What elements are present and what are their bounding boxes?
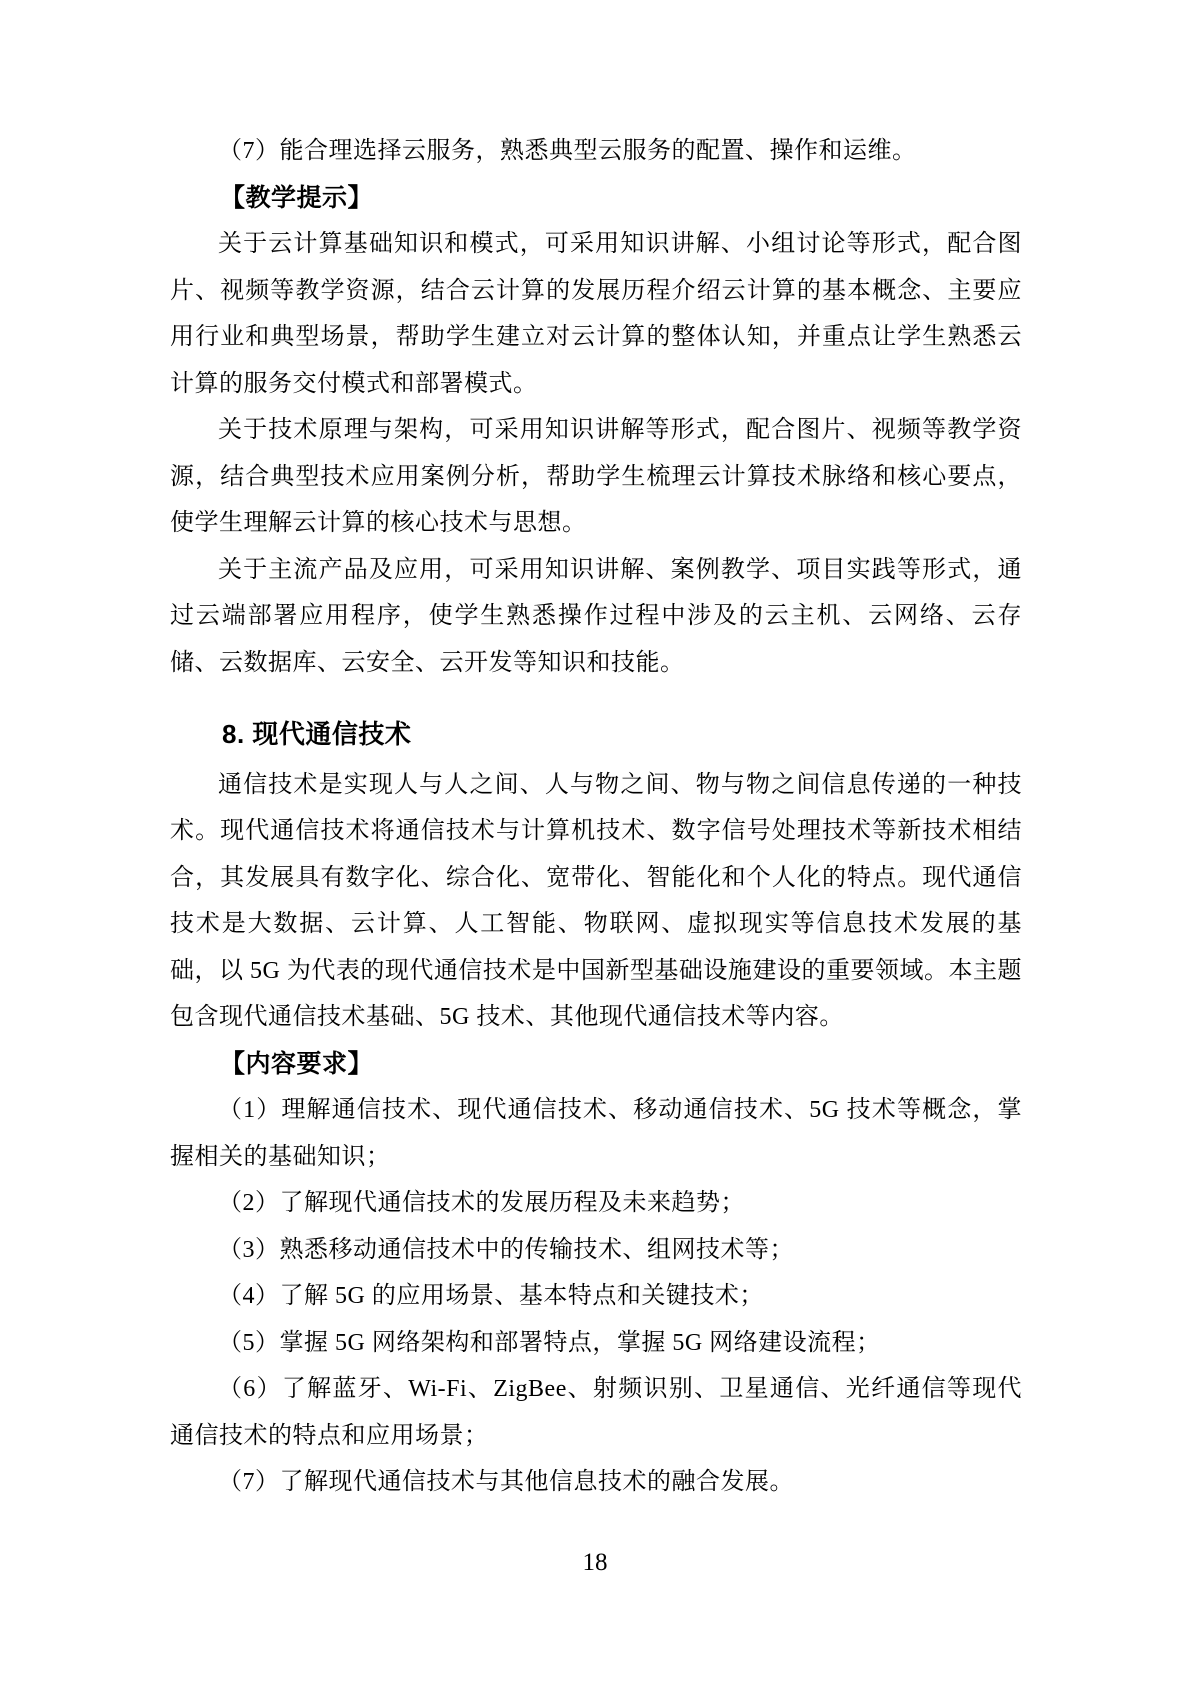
list-item-7: （7）了解现代通信技术与其他信息技术的融合发展。 bbox=[218, 1469, 794, 1495]
list-item-6: （6）了解蓝牙、Wi-Fi、ZigBee、射频识别、卫星通信、光纤通信等现代通信技术的特点和应用场景； bbox=[170, 1376, 1022, 1449]
list-item-cloud-7: （7）能合理选择云服务，熟悉典型云服务的配置、操作和运维。 bbox=[218, 138, 917, 164]
paragraph-mainstream-products: 关于主流产品及应用，可采用知识讲解、案例教学、项目实践等形式，通过云端部署应用程序，使学生熟悉操作过程中涉及的云主机、云网络、云存储、云数据库、云安全、云开发等知识和技能。 bbox=[170, 556, 1022, 676]
teaching-tips-heading: 【教学提示】 bbox=[220, 183, 374, 212]
text-block bbox=[170, 128, 1022, 1506]
paragraph-tech-principles: 关于技术原理与架构，可采用知识讲解等形式，配合图片、视频等教学资源，结合典型技术应用案例分析，帮助学生梳理云计算技术脉络和核心要点，使学生理解云计算的核心技术与思想。 bbox=[170, 417, 1022, 536]
section-8-heading: 8. 现代通信技术 bbox=[222, 719, 412, 749]
page-number: 18 bbox=[582, 1549, 608, 1576]
content-requirements-heading: 【内容要求】 bbox=[220, 1049, 374, 1078]
list-item-4: （4）了解 5G 的应用场景、基本特点和关键技术； bbox=[218, 1283, 764, 1309]
list-item-5: （5）掌握 5G 网络架构和部署特点，掌握 5G 网络建设流程； bbox=[218, 1329, 881, 1356]
list-item-1: （1）理解通信技术、现代通信技术、移动通信技术、5G 技术等概念，掌握相关的基础知识； bbox=[170, 1097, 1022, 1170]
paragraph-cloud-basics: 关于云计算基础知识和模式，可采用知识讲解、小组讨论等形式，配合图片、视频等教学资源，结合云计算的发展历程介绍云计算的基本概念、主要应用行业和典型场景，帮助学生建立对云计算的整体认知，并重点让学生熟悉云计算的服务交付模式和部署模式。 bbox=[170, 231, 1022, 397]
list-item-3: （3）熟悉移动通信技术中的传输技术、组网技术等； bbox=[218, 1236, 794, 1263]
paragraph-comm-tech-intro: 通信技术是实现人与人之间、人与物之间、物与物之间信息传递的一种技术。现代通信技术将通信技术与计算机技术、数字信号处理技术等新技术相结合，其发展具有数字化、综合化、宽带化、智能化和个人化的特点。现代通信技术是大数据、云计算、人工智能、物联网、虚拟现实等信息技术发展的基础，以 5G 为代表的现代通信技术是中国新型基础设施建设的重要领域。本主题包含现代通信技术基础、5G 技术、其他现代通信技术等内容。 bbox=[170, 771, 1022, 1030]
list-item-2: （2）了解现代通信技术的发展历程及未来趋势； bbox=[218, 1190, 745, 1216]
